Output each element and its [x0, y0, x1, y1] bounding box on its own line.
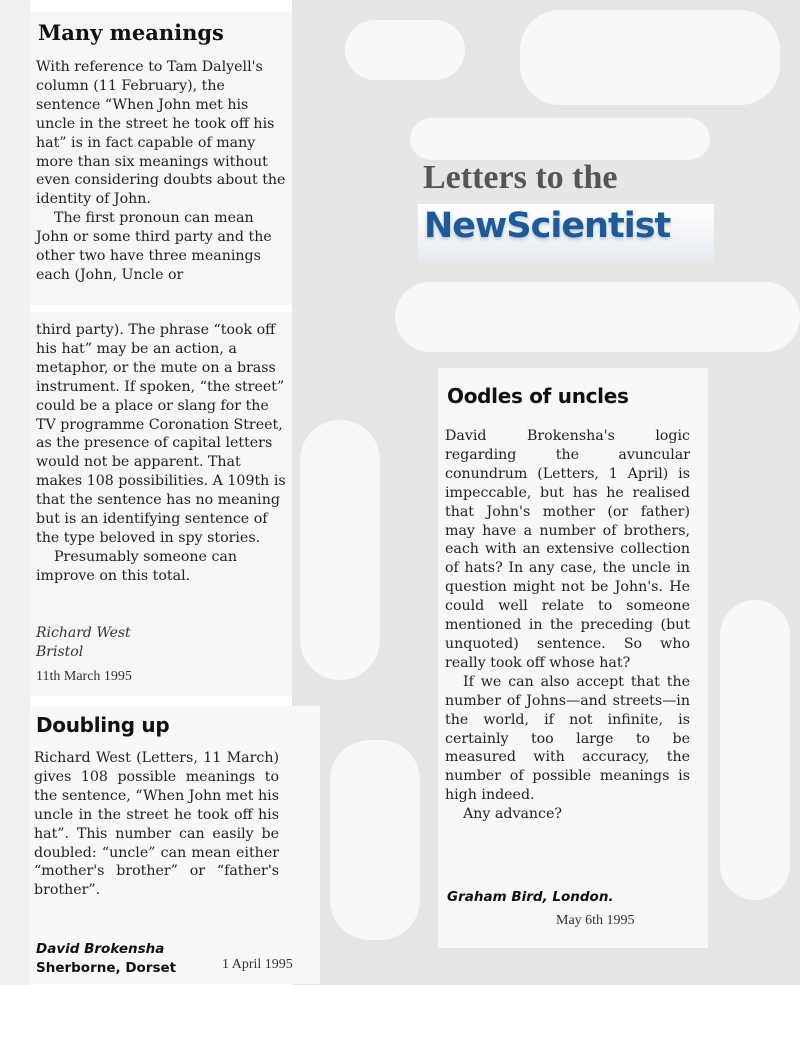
letter-date: 1 April 1995 [222, 957, 293, 972]
letter-paragraph: third party). The phrase “took off his hat” may be an action, a metaphor, or the mute on a brass instrument. If spoken, “the street” could be a place or slang for the TV programme Coronation Street, as the presence of capital letters would not be apparent. That makes 108 possibilities. A 109th is that the sentence has no meaning but is an identifying sentence of the type beloved in spy stories. [36, 322, 286, 546]
letter-body [445, 427, 690, 824]
masthead-title: Letters to the [423, 159, 618, 196]
letter-date: 11th March 1995 [36, 669, 132, 684]
new-scientist-logo: NewScientist [424, 206, 671, 246]
letter-paragraph: If we can also accept that the number of Johns—and streets—in the world, if not infinite, is certainly too large to be measured with accuracy, the number of possible meanings is high indeed. [445, 673, 690, 804]
letter-paragraph: Any advance? [463, 806, 563, 823]
background-shape [395, 282, 800, 352]
background-shape [520, 10, 780, 105]
letter-paragraph: The first pronoun can mean John or some third party and the other two have three meanings each (John, Uncle or [36, 210, 272, 283]
letter-paragraph: With reference to Tam Dalyell's column (11 February), the sentence “When John met his uncle in the street he took off his hat” is in fact capable of many more than six meanings without even considering doubts about the identity of John. [36, 59, 286, 208]
background-shape [345, 20, 465, 80]
letter-heading: Many meanings [38, 20, 224, 45]
signature-place: Bristol [36, 644, 84, 660]
letter-paragraph: Presumably someone can improve on this total. [36, 548, 237, 584]
letter-heading: Doubling up [36, 713, 170, 737]
background-shape [330, 740, 420, 940]
signature-name: David Brokensha [36, 941, 165, 957]
signature-place: Sherborne, Dorset [36, 960, 177, 976]
background-wash-strip [0, 0, 30, 985]
background-shape [300, 420, 380, 680]
background-shape [720, 600, 790, 900]
letter-body-continued [36, 321, 288, 586]
letter-paragraph: Richard West (Letters, 11 March) gives 108 possible meanings to the sentence, “When John met his uncle in the street he took off his hat”. This number can easily be doubled: “uncle” can mean either “mother's brother” or “father's brother”. [34, 750, 279, 899]
signature: Graham Bird, London. [447, 889, 614, 905]
letter-date: May 6th 1995 [556, 913, 635, 928]
letter-heading: Oodles of uncles [447, 384, 629, 408]
letter-body [34, 749, 279, 900]
signature-name: Richard West [36, 625, 131, 641]
background-shape [410, 118, 710, 160]
letter-paragraph: David Brokensha's logic regarding the avuncular conundrum (Letters, 1 April) is impeccable, but has he realised that John's mother (or father) may have a number of brothers, each with an extensive collection of hats? In any case, the uncle in question might not be John's. He could well relate to someone mentioned in the preceding (but unquoted) sentence. So who really took off whose hat? [445, 428, 690, 671]
letter-body [36, 58, 288, 285]
